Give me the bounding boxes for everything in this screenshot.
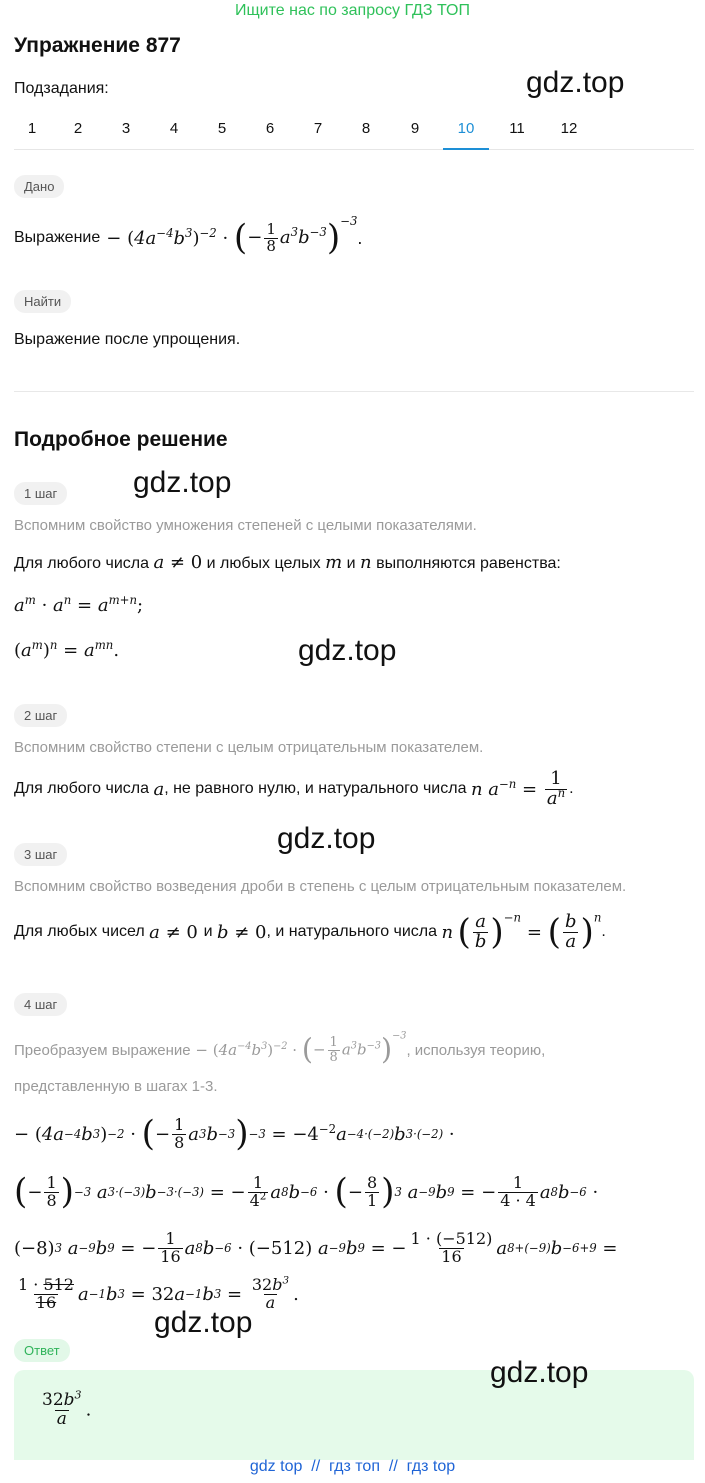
watermark: gdz.top xyxy=(277,822,376,855)
tab-8[interactable]: 8 xyxy=(361,120,371,137)
watermark: gdz.top xyxy=(298,634,397,667)
step2-chip: 2 шаг xyxy=(14,704,67,727)
calc-line-3: (−8) 3 a −9 b 9 = − $\frac{1}{16}$ a 8 b −6 · (−512) a −9 b 9 = − $\frac{1 \cdot (-512)}{16}$ a 8+(−9) b −6+9 = xyxy=(14,1228,618,1266)
solution-title: Подробное решение xyxy=(14,428,228,451)
step1-chip: 1 шаг xyxy=(14,482,67,505)
tab-9[interactable]: 9 xyxy=(410,120,420,137)
step4-chip: 4 шаг xyxy=(14,993,67,1016)
subtask-tabs xyxy=(14,112,694,150)
tab-10[interactable]: 10 xyxy=(443,120,489,150)
formula-product: $a^m \cdot a^n = a^{m+n}$; xyxy=(14,593,144,616)
tab-5[interactable]: 5 xyxy=(217,120,227,137)
tab-4[interactable]: 4 xyxy=(169,120,179,137)
divider xyxy=(14,391,694,392)
find-chip: Найти xyxy=(14,290,71,313)
calc-line-2: ( − $\frac{1}{8}$ ) −3 a 3·(−3) b −3·(−3) = − $\frac{1}{4^2}$ a 8 b −6 · ( − $\frac{8}{1}$ ) 3 a −9 b 9 = − $\frac{1}{4 \cdot 4}$ a 8 b −6 · xyxy=(14,1171,599,1212)
step1-hint: Вспомним свойство умножения степеней с целыми показателями. xyxy=(14,517,477,534)
tab-2[interactable]: 2 xyxy=(73,120,83,137)
page-title: Упражнение 877 xyxy=(14,34,181,57)
given-expression: Выражение − $(4a^{-4}b^3)^{-2}$ · (− $\frac{1}{8}$ $a^3b^{-3})^{-3}$ . xyxy=(14,214,363,258)
step3-chip: 3 шаг xyxy=(14,843,67,866)
step4-hint-2: представленную в шагах 1-3. xyxy=(14,1078,218,1095)
step2-text: Для любого числа a , не равного нулю, и натурального числа n $a^{-n}$ = $\frac{1}{a^n}$ . xyxy=(14,767,574,809)
tab-12[interactable]: 12 xyxy=(560,120,578,137)
tab-7[interactable]: 7 xyxy=(313,120,323,137)
watermark: gdz.top xyxy=(526,66,625,99)
step3-text: Для любых чисел a ≠ 0 и b ≠ 0 , и натурального числа n ( $\frac{a}{b}$ )$^{-n}$ = ( $\frac{b}{a}$ )$^n$ . xyxy=(14,910,606,952)
find-text: Выражение после упрощения. xyxy=(14,331,241,348)
tab-1[interactable]: 1 xyxy=(27,120,37,137)
watermark: gdz.top xyxy=(133,466,232,499)
answer-value: $\frac{32b^3}{a}$ . xyxy=(42,1388,92,1429)
watermark: gdz.top xyxy=(490,1356,589,1389)
calc-line-1: − ( 4a −4 b 3 ) −2 · ( − $\frac{1}{8}$ a 3 b −3 ) −3 = $-4^{-2}$ a −4·(−2) b 3·(−2) · xyxy=(14,1113,455,1154)
tab-11[interactable]: 11 xyxy=(509,120,525,137)
given-prefix: Выражение xyxy=(14,229,101,246)
subtasks-label: Подзадания: xyxy=(14,80,109,97)
step1-text: Для любого числа a ≠ 0 и любых целых m и n выполняются равенства: xyxy=(14,552,561,573)
calc-line-4: $\frac{1 \cdot 512}{16}$ a −1 b 3 = 32 a −1 b 3 = $\frac{32b^3}{a}$ . xyxy=(18,1274,299,1312)
step2-hint: Вспомним свойство степени с целым отрицательным показателем. xyxy=(14,739,484,756)
footer-links[interactable]: gdz top // гдз топ // гдз top xyxy=(249,1458,456,1475)
answer-box xyxy=(14,1370,694,1460)
watermark: gdz.top xyxy=(154,1306,253,1339)
formula-power: $(a^m)^n = a^{mn}$. xyxy=(14,638,120,661)
tab-6[interactable]: 6 xyxy=(265,120,275,137)
answer-chip: Ответ xyxy=(14,1339,70,1362)
tab-3[interactable]: 3 xyxy=(121,120,131,137)
step3-hint: Вспомним свойство возведения дроби в степень с целым отрицательным показателем. xyxy=(14,878,627,895)
top-banner[interactable]: Ищите нас по запросу ГДЗ ТОП xyxy=(235,2,470,19)
given-chip: Дано xyxy=(14,175,64,198)
step4-hint: Преобразуем выражение − $(4a^{-4}b^3)^{-2}$ · (− $\frac{1}{8}$ $a^3b^{-3})^{-3}$ , используя теорию, xyxy=(14,1030,546,1066)
